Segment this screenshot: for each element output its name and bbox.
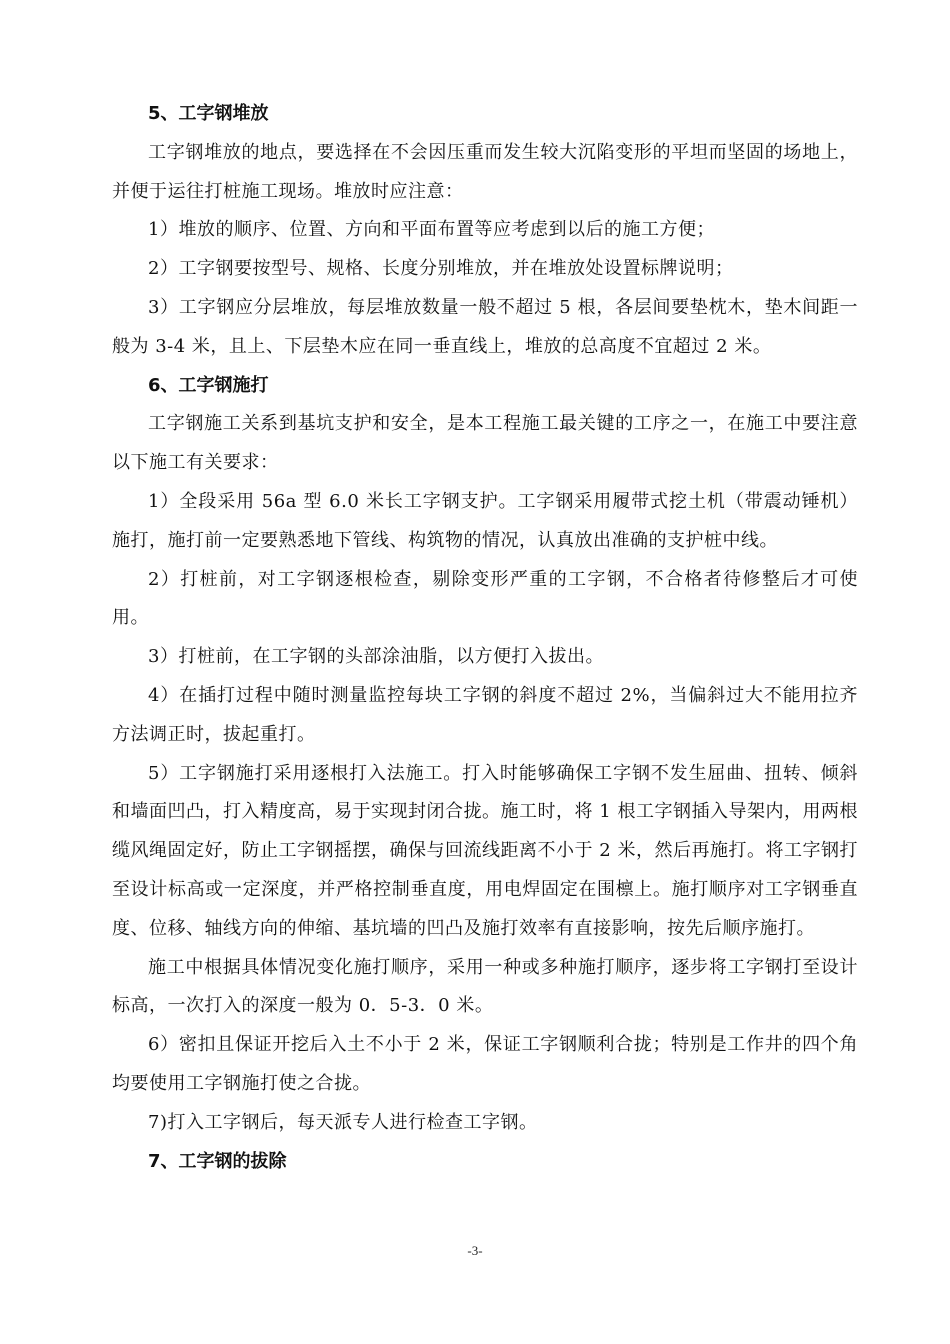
paragraph: 5）工字钢施打采用逐根打入法施工。打入时能够确保工字钢不发生屈曲、扭转、倾斜和墙面凹凸，打入精度高，易于实现封闭合拢。施工时，将 1 根工字钢插入导架内，用两根缆风绳固定好，防止工字钢摇摆，确保与回流线距离不小于 2 米，然后再施打。将工字钢打至设计标高或一定深度，并严格控制垂直度，用电焊固定在围檩上。施打顺序对工字钢垂直度、位移、轴线方向的伸缩、基坑墙的凹凸及施打效率有直接影响，按先后顺序施打。 bbox=[112, 762, 858, 939]
paragraph: 1）堆放的顺序、位置、方向和平面布置等应考虑到以后的施工方便； bbox=[148, 219, 715, 241]
paragraph: 7)打入工字钢后，每天派专人进行检查工字钢。 bbox=[148, 1111, 538, 1133]
section-heading-7: 7、工字钢的拔除 bbox=[148, 1150, 287, 1172]
paragraph: 2）工字钢要按型号、规格、长度分别堆放，并在堆放处设置标牌说明； bbox=[148, 258, 734, 280]
paragraph: 6）密扣且保证开挖后入土不小于 2 米，保证工字钢顺利合拢；特别是工作井的四个角均要使用工字钢施打使之合拢。 bbox=[112, 1034, 858, 1094]
paragraph: 施工中根据具体情况变化施打顺序，采用一种或多种施打顺序，逐步将工字钢打至设计标高，一次打入的深度一般为 0．5-3．0 米。 bbox=[112, 956, 858, 1017]
paragraph: 1）全段采用 56a 型 6.0 米长工字钢支护。工字钢采用履带式挖土机（带震动锤机）施打，施打前一定要熟悉地下管线、构筑物的情况，认真放出准确的支护桩中线。 bbox=[112, 490, 858, 551]
paragraph: 工字钢施工关系到基坑支护和安全，是本工程施工最关键的工序之一，在施工中要注意以下施工有关要求： bbox=[112, 413, 858, 474]
paragraph: 3）工字钢应分层堆放，每层堆放数量一般不超过 5 根，各层间要垫枕木，垫木间距一般为 3-4 米，且上、下层垫木应在同一垂直线上，堆放的总高度不宜超过 2 米。 bbox=[112, 296, 858, 357]
paragraph: 4）在插打过程中随时测量监控每块工字钢的斜度不超过 2%，当偏斜过大不能用拉齐方法调正时，拔起重打。 bbox=[112, 684, 858, 745]
section-heading-5: 5、工字钢堆放 bbox=[148, 103, 269, 124]
paragraph: 工字钢堆放的地点，要选择在不会因压重而发生较大沉陷变形的平坦而坚固的场地上，并便于运往打桩施工现场。堆放时应注意： bbox=[112, 141, 858, 202]
paragraph: 3）打桩前，在工字钢的头部涂油脂，以方便打入拔出。 bbox=[148, 646, 604, 668]
page-number: -3- bbox=[467, 1243, 483, 1258]
section-heading-6: 6、工字钢施打 bbox=[148, 374, 269, 396]
paragraph: 2）打桩前，对工字钢逐根检查，剔除变形严重的工字钢，不合格者待修整后才可使用。 bbox=[112, 568, 858, 629]
document-body bbox=[112, 95, 858, 1181]
